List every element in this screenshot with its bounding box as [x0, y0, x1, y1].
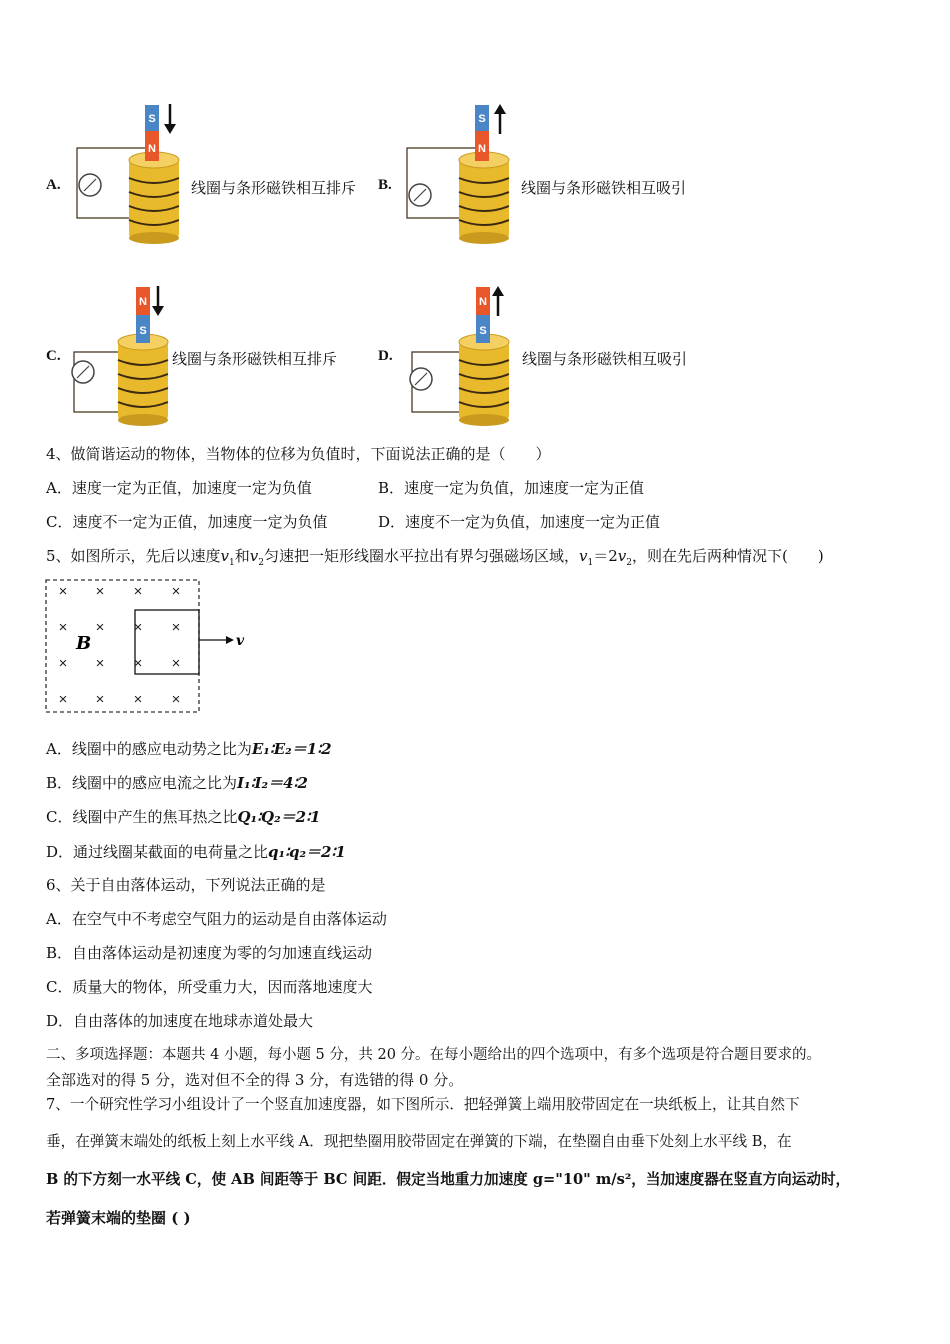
- coil-magnet-figure-c: [66, 282, 181, 427]
- arrow-right-icon: [226, 636, 234, 644]
- arrow-down-icon: [164, 124, 176, 134]
- field-cross: ×: [171, 583, 181, 600]
- option-a-letter: A.: [46, 177, 61, 193]
- option-c-letter: C.: [46, 348, 61, 364]
- q4-option-a: A．速度一定为正值，加速度一定为负值: [46, 479, 312, 497]
- velocity-label: v: [236, 633, 245, 649]
- q7-line4: 若弹簧末端的垫圈 ( ): [46, 1209, 191, 1227]
- q6-option-a: A．在空气中不考虑空气阻力的运动是自由落体运动: [46, 910, 387, 928]
- q5-option-b: B．线圈中的感应电流之比为I₁∶I₂＝4∶2: [46, 774, 308, 792]
- q4-stem: 4、做简谐运动的物体，当物体的位移为负值时，下面说法正确的是（ ）: [46, 445, 551, 463]
- arrow-down-icon: [152, 306, 164, 316]
- coil-magnet-figure-a: [72, 100, 187, 245]
- field-cross: ×: [58, 583, 68, 600]
- field-cross: ×: [133, 619, 143, 636]
- rectangular-coil: [135, 610, 199, 674]
- magnet-top-label: S: [478, 113, 486, 125]
- field-cross: ×: [58, 691, 68, 708]
- q4-option-d: D．速度不一定为负值，加速度一定为正值: [378, 513, 661, 531]
- field-cross: ×: [95, 655, 105, 672]
- field-cross: ×: [133, 655, 143, 672]
- q7-line1: 7、一个研究性学习小组设计了一个竖直加速度器，如下图所示．把轻弹簧上端用胶带固定在一块纸板上，让其自然下: [46, 1096, 800, 1113]
- q7-line2: 垂，在弹簧末端处的纸板上刻上水平线 A．现把垫圈用胶带固定在弹簧的下端，在垫圈自由垂下处刻上水平线 B，在: [46, 1133, 792, 1150]
- option-b-text: 线圈与条形磁铁相互吸引: [521, 179, 687, 197]
- arrow-up-icon: [492, 286, 504, 296]
- field-cross: ×: [95, 691, 105, 708]
- q5-option-c: C．线圈中产生的焦耳热之比Q₁∶Q₂＝2∶1: [46, 808, 321, 826]
- q5-stem: 5、如图所示，先后以速度$v_1$和$v_2$匀速把一矩形线圈水平拉出有界匀强磁场区域，$v_1=2v_2$，则在先后两种情况下( ): [46, 547, 824, 568]
- section2-heading-line1: 二、多项选择题：本题共 4 小题，每小题 5 分，共 20 分。在每小题给出的四个选项中，有多个选项是符合题目要求的。: [46, 1047, 822, 1063]
- field-cross: ×: [133, 691, 143, 708]
- q4-option-b: B．速度一定为负值，加速度一定为正值: [378, 479, 645, 497]
- coil-magnet-figure-d: [404, 282, 519, 427]
- section2-heading-line2: 全部选对的得 5 分，选对但不全的得 3 分，有选错的得 0 分。: [46, 1071, 464, 1089]
- field-cross: ×: [58, 655, 68, 672]
- q6-stem: 6、关于自由落体运动，下列说法正确的是: [46, 876, 326, 894]
- option-d-text: 线圈与条形磁铁相互吸引: [522, 350, 688, 368]
- q5-option-a: A．线圈中的感应电动势之比为E₁∶E₂＝1∶2: [46, 740, 332, 758]
- field-cross: ×: [95, 619, 105, 636]
- magnet-bottom-label: N: [148, 143, 156, 155]
- field-cross: ×: [171, 655, 181, 672]
- option-c-text: 线圈与条形磁铁相互排斥: [172, 350, 338, 368]
- magnet-bottom-label: S: [479, 325, 487, 337]
- magnet-bottom-label: N: [478, 143, 486, 155]
- q6-option-b: B．自由落体运动是初速度为零的匀加速直线运动: [46, 944, 373, 962]
- q5-option-d: D．通过线圈某截面的电荷量之比q₁∶q₂＝2∶1: [46, 843, 346, 861]
- field-cross: ×: [95, 583, 105, 600]
- magnet-bottom-label: S: [139, 325, 147, 337]
- magnet-top-label: S: [148, 113, 156, 125]
- magnet-top-label: N: [479, 296, 487, 308]
- option-b-letter: B.: [378, 177, 392, 193]
- magnet-top-label: N: [139, 296, 147, 308]
- field-cross: ×: [133, 583, 143, 600]
- q4-option-c: C．速度不一定为正值，加速度一定为负值: [46, 513, 328, 531]
- field-label: B: [76, 633, 92, 654]
- arrow-up-icon: [494, 104, 506, 114]
- q6-option-c: C．质量大的物体，所受重力大，因而落地速度大: [46, 978, 373, 996]
- option-d-letter: D.: [378, 348, 393, 364]
- field-cross: ×: [171, 619, 181, 636]
- q6-option-d: D．自由落体的加速度在地球赤道处最大: [46, 1012, 314, 1030]
- field-cross: ×: [58, 619, 68, 636]
- coil-magnet-figure-b: [402, 100, 517, 245]
- option-a-text: 线圈与条形磁铁相互排斥: [191, 179, 357, 197]
- field-cross: ×: [171, 691, 181, 708]
- magnetic-field-figure: [46, 578, 256, 718]
- q7-line3: B 的下方刻一水平线 C，使 AB 间距等于 BC 间距．假定当地重力加速度 g="10" m/s²，当加速度器在竖直方向运动时，: [46, 1171, 851, 1188]
